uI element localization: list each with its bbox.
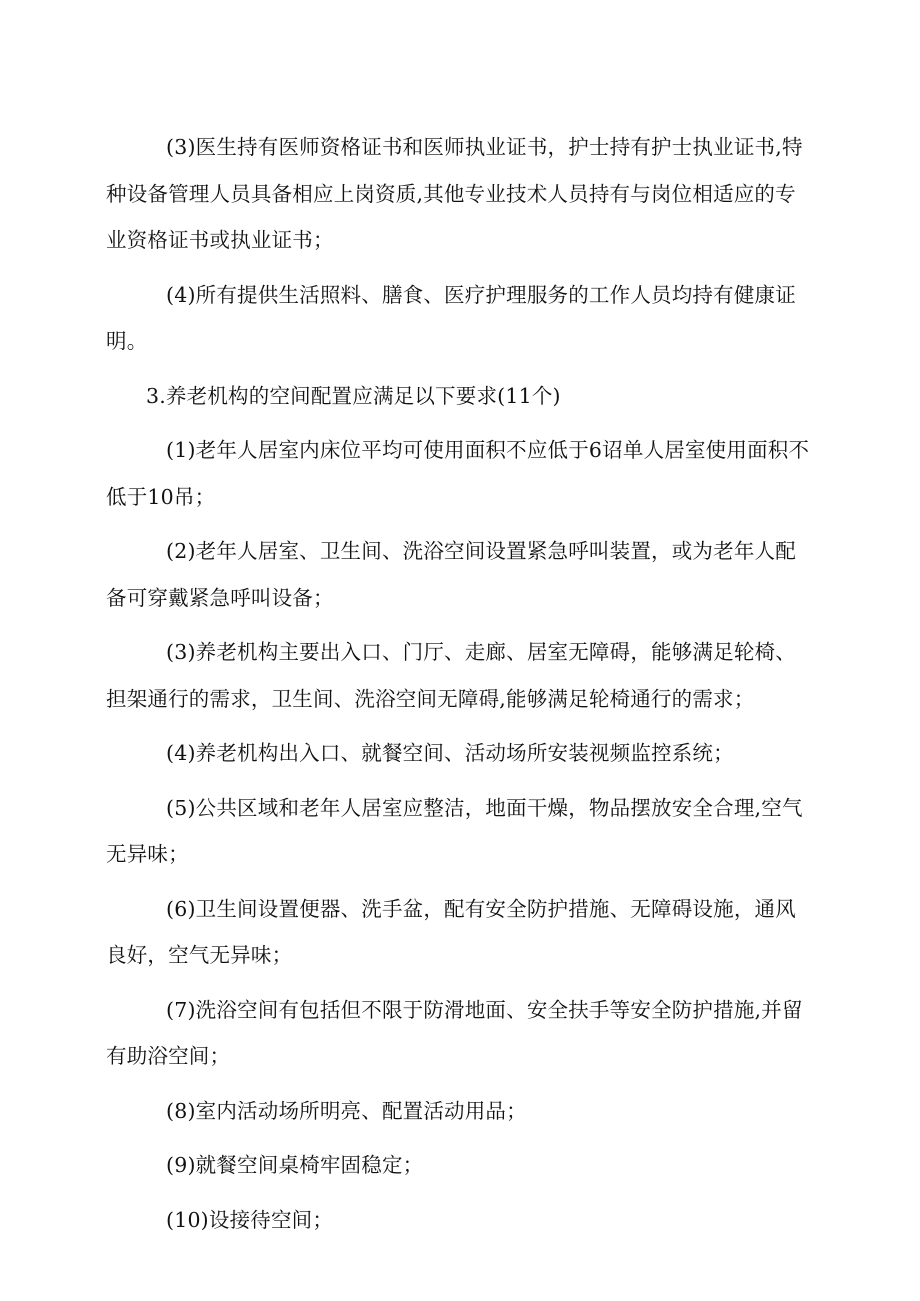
paragraph-reception-space: (10)设接待空间； — [166, 1207, 334, 1232]
paragraph-restroom: (6)卫生间设置便器、洗手盆，配有安全防护措施、无障碍设施，通风良好，空气无异味； — [106, 896, 796, 967]
paragraph-health-certificates: (4)所有提供生活照料、膳食、医疗护理服务的工作人员均持有健康证明。 — [106, 282, 796, 353]
paragraph-dining-space: (9)就餐空间桌椅牢固稳定； — [166, 1153, 424, 1177]
section-heading-space-requirements: 3.养老机构的空间配置应满足以下要求(11个) — [146, 383, 561, 408]
paragraph-cleanliness: (5)公共区域和老年人居室应整洁，地面干燥，物品摆放安全合理,空气无异味； — [106, 795, 803, 866]
paragraph-bathing-space: (7)洗浴空间有包括但不限于防滑地面、安全扶手等安全防护措施,并留有助浴空间； — [106, 997, 803, 1068]
paragraph-activity-room: (8)室内活动场所明亮、配置活动用品； — [166, 1098, 527, 1123]
paragraph-staff-certificates: (3)医生持有医师资格证书和医师执业证书，护士持有护士执业证书,特种设备管理人员具备相应上岗资质,其他专业技术人员持有与岗位相适应的专业资格证书或执业证书； — [106, 135, 803, 252]
paragraph-accessibility: (3)养老机构主要出入口、门厅、走廊、居室无障碍，能够满足轮椅、担架通行的需求，卫生间、洗浴空间无障碍,能够满足轮椅通行的需求； — [106, 640, 796, 711]
paragraph-bed-area: (1)老年人居室内床位平均可使用面积不应低于6诏单人居室使用面积不低于10吊； — [106, 438, 810, 509]
paragraph-emergency-call: (2)老年人居室、卫生间、洗浴空间设置紧急呼叫装置，或为老年人配备可穿戴紧急呼叫设备； — [106, 539, 796, 610]
paragraph-video-surveillance: (4)养老机构出入口、就餐空间、活动场所安装视频监控系统； — [166, 741, 734, 765]
